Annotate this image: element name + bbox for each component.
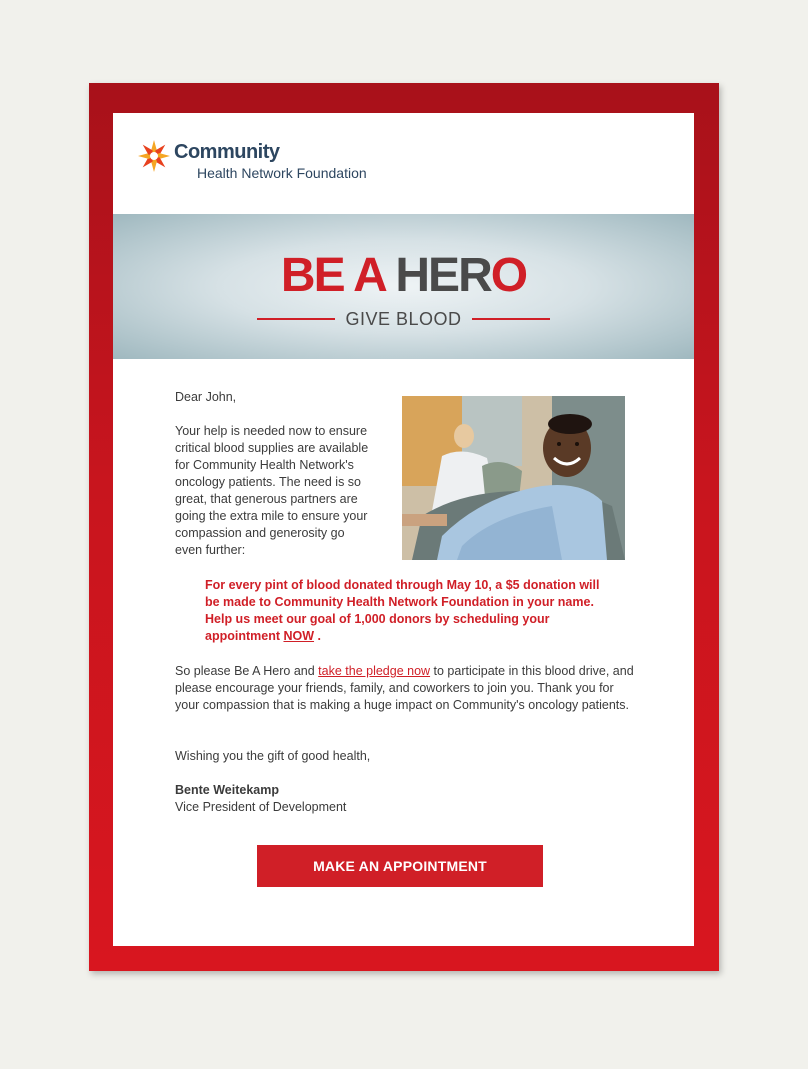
hero-title-letter-o: O: [490, 249, 527, 302]
signer-name: Bente Weitekamp: [175, 783, 279, 797]
now-link[interactable]: NOW: [283, 629, 315, 643]
logo-wordmark-community: Community: [174, 141, 280, 163]
pledge-paragraph: [175, 663, 635, 714]
make-appointment-button[interactable]: MAKE AN APPOINTMENT: [257, 845, 543, 887]
blood-donor-photo: [402, 396, 625, 560]
subtitle-text: GIVE BLOOD: [345, 308, 462, 329]
pledge-text-end: to participate in this blood drive, and please encourage your friends, family, and coworkers to join you. Thank you for your compassion that is making a huge impact on Community's oncology patients.: [175, 664, 634, 712]
logo-wordmark-foundation: Health Network Foundation: [197, 165, 367, 181]
donation-callout: [205, 577, 605, 645]
signer-title: Vice President of Development: [175, 800, 347, 814]
greeting: Dear John,: [175, 390, 237, 404]
foundation-logo[interactable]: [137, 139, 397, 185]
hero-title-word-her: HER: [395, 249, 491, 302]
closing-line: Wishing you the gift of good health,: [175, 749, 371, 763]
subtitle-rule-left: [257, 318, 335, 320]
callout-text: For every pint of blood donated through May 10, a $5 donation will be made to Community Health Network Foundation in your name. Help us meet our goal of 1,000 donors by scheduling your appointment: [205, 578, 600, 643]
hero-title: [113, 250, 694, 302]
hero-title-word-be: BE: [280, 249, 344, 302]
email-frame: [89, 83, 719, 971]
email-card: [113, 113, 694, 946]
pledge-text-start: So please Be A Hero and: [175, 664, 319, 678]
take-pledge-link[interactable]: take the pledge now: [318, 664, 431, 678]
hero-title-word-a: A: [353, 249, 385, 302]
star-burst-icon: [137, 139, 171, 173]
blood-donor-illustration: [402, 396, 625, 560]
hero-banner: [113, 214, 694, 359]
callout-end: .: [314, 629, 321, 643]
subtitle-rule-right: [472, 318, 550, 320]
hero-subtitle: [113, 308, 694, 330]
intro-paragraph: Your help is needed now to ensure critical blood supplies are available for Community Health Network's oncology patients. The need is so great, that generous partners are going the extra mile to ensure your compassion and generosity go even further:: [175, 424, 369, 557]
